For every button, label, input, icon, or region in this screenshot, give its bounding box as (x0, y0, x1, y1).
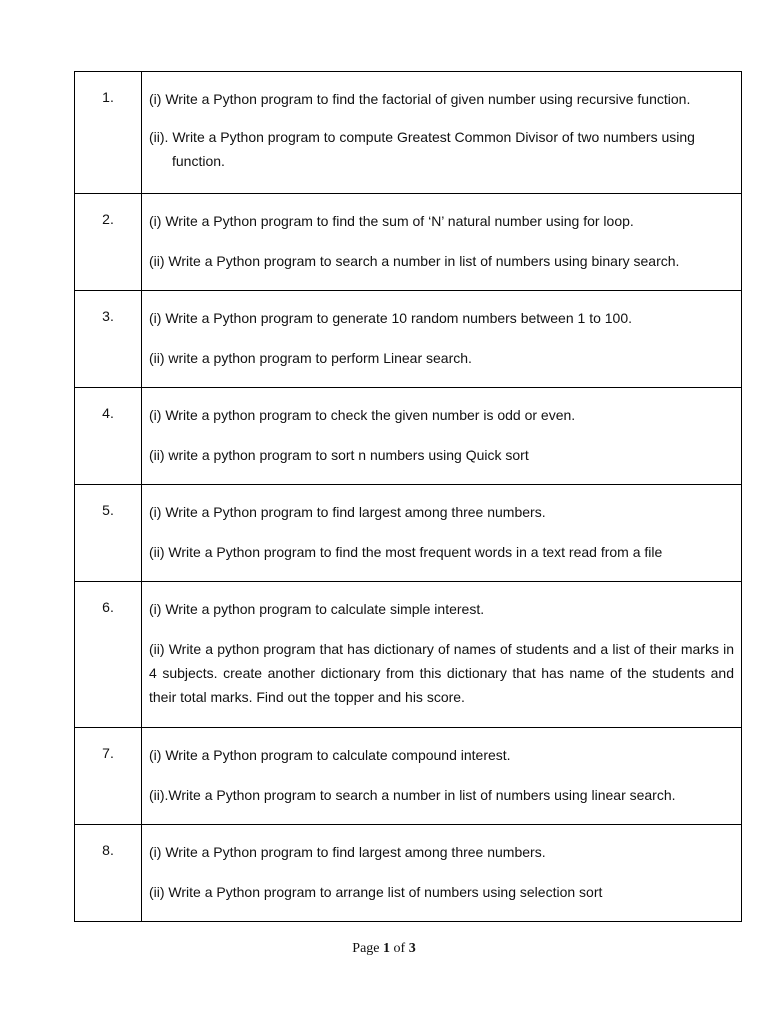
task-item: (i) Write a python program to check the given number is odd or even. (149, 407, 576, 423)
task-item: (ii) Write a python program that has dictionary of names of students and a list of their marks in 4 subjects. create another dictionary from this dictionary that has name of the students and their total marks. Find out the topper and his score. (149, 641, 734, 705)
table-row (75, 72, 742, 194)
table-row (75, 194, 742, 291)
page-label: Page (352, 941, 380, 956)
exercise-tasks (142, 388, 742, 485)
table-row (75, 485, 742, 582)
exercise-number: 2. (75, 194, 142, 291)
task-item: (i) Write a Python program to calculate compound interest. (149, 747, 511, 763)
table-row (75, 728, 742, 825)
task-item: (i) Write a Python program to generate 10 random numbers between 1 to 100. (149, 310, 633, 326)
task-item: (ii) write a python program to perform Linear search. (149, 350, 472, 366)
exercise-tasks (142, 291, 742, 388)
total-pages-number: 3 (408, 941, 416, 956)
task-item: (ii) Write a Python program to find the most frequent words in a text read from a file (149, 544, 663, 560)
task-item: (ii) Write a Python program to search a number in list of numbers using binary search. (149, 253, 680, 269)
exercise-tasks (142, 194, 742, 291)
exercise-number: 7. (75, 728, 142, 825)
task-item: (i) Write a python program to calculate simple interest. (149, 601, 485, 617)
table-row (75, 825, 742, 922)
exercise-number: 8. (75, 825, 142, 922)
task-item: (ii) Write a Python program to arrange list of numbers using selection sort (149, 884, 603, 900)
task-item: (i) Write a Python program to find the sum of ‘N’ natural number using for loop. (149, 213, 634, 229)
task-item: (ii) write a python program to sort n numbers using Quick sort (149, 447, 529, 463)
table-row (75, 582, 742, 728)
task-item: (ii).Write a Python program to search a number in list of numbers using linear search. (149, 787, 676, 803)
task-item: (i) Write a Python program to find largest among three numbers. (149, 844, 546, 860)
exercise-tasks (142, 485, 742, 582)
exercise-table (74, 71, 742, 922)
task-item: (i) Write a Python program to find largest among three numbers. (149, 504, 546, 520)
task-item: (i) Write a Python program to find the factorial of given number using recursive function. (149, 91, 691, 107)
exercise-number: 1. (75, 72, 142, 194)
current-page-number: 1 (383, 941, 391, 956)
exercise-tasks (142, 582, 742, 728)
table-row (75, 388, 742, 485)
exercise-number: 3. (75, 291, 142, 388)
page-footer (0, 941, 768, 957)
table-row (75, 291, 742, 388)
exercise-tasks (142, 825, 742, 922)
page-of-label: of (393, 941, 406, 956)
exercise-number: 5. (75, 485, 142, 582)
exercise-tasks (142, 72, 742, 194)
exercise-number: 6. (75, 582, 142, 728)
task-item: (ii). Write a Python program to compute Greatest Common Divisor of two numbers using function. (149, 129, 695, 169)
exercise-tasks (142, 728, 742, 825)
exercise-number: 4. (75, 388, 142, 485)
